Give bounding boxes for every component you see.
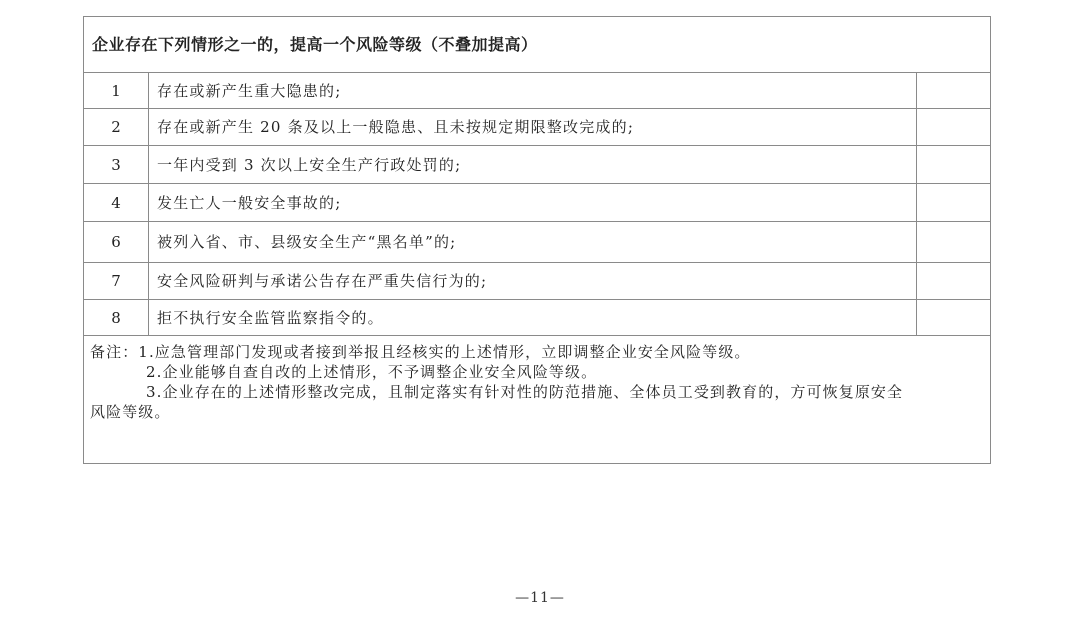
note-line-3: 3.企业存在的上述情形整改完成，且制定落实有针对性的防范措施、全体员工受到教育的，方可恢复原安全 — [146, 383, 904, 401]
note-line-2: 2.企业能够自查自改的上述情形，不予调整企业安全风险等级。 — [146, 363, 598, 381]
row-text: 被列入省、市、县级安全生产“黑名单”的; — [149, 222, 917, 263]
row-extra-cell — [917, 109, 991, 146]
note-line-4: 风险等级。 — [90, 403, 171, 421]
note-line-1: 备注：1.应急管理部门发现或者接到举报且经核实的上述情形，立即调整企业安全风险等级。 — [90, 343, 751, 361]
row-text: 一年内受到 3 次以上安全生产行政处罚的; — [149, 146, 917, 184]
row-text: 安全风险研判与承诺公告存在严重失信行为的; — [149, 263, 917, 300]
notes-cell — [84, 336, 991, 464]
row-extra-cell — [917, 73, 991, 109]
row-text: 拒不执行安全监管监察指令的。 — [149, 300, 917, 336]
table-row — [84, 73, 991, 109]
table-header: 企业存在下列情形之一的，提高一个风险等级（不叠加提高） — [84, 17, 991, 73]
row-number: 7 — [84, 263, 149, 300]
table-row — [84, 300, 991, 336]
notes-row — [84, 336, 991, 464]
table-row — [84, 146, 991, 184]
row-extra-cell — [917, 222, 991, 263]
row-number: 4 — [84, 184, 149, 222]
table-row — [84, 184, 991, 222]
row-number: 6 — [84, 222, 149, 263]
table-row — [84, 222, 991, 263]
row-extra-cell — [917, 263, 991, 300]
row-number: 8 — [84, 300, 149, 336]
table-row — [84, 263, 991, 300]
table-header-row — [84, 17, 991, 73]
row-number: 1 — [84, 73, 149, 109]
page-number: —11— — [515, 590, 565, 606]
row-number: 3 — [84, 146, 149, 184]
row-extra-cell — [917, 300, 991, 336]
row-text: 发生亡人一般安全事故的; — [149, 184, 917, 222]
row-text: 存在或新产生重大隐患的; — [149, 73, 917, 109]
row-number: 2 — [84, 109, 149, 146]
table-row — [84, 109, 991, 146]
row-extra-cell — [917, 146, 991, 184]
row-extra-cell — [917, 184, 991, 222]
risk-level-table — [83, 16, 991, 464]
row-text: 存在或新产生 20 条及以上一般隐患、且未按规定期限整改完成的; — [149, 109, 917, 146]
